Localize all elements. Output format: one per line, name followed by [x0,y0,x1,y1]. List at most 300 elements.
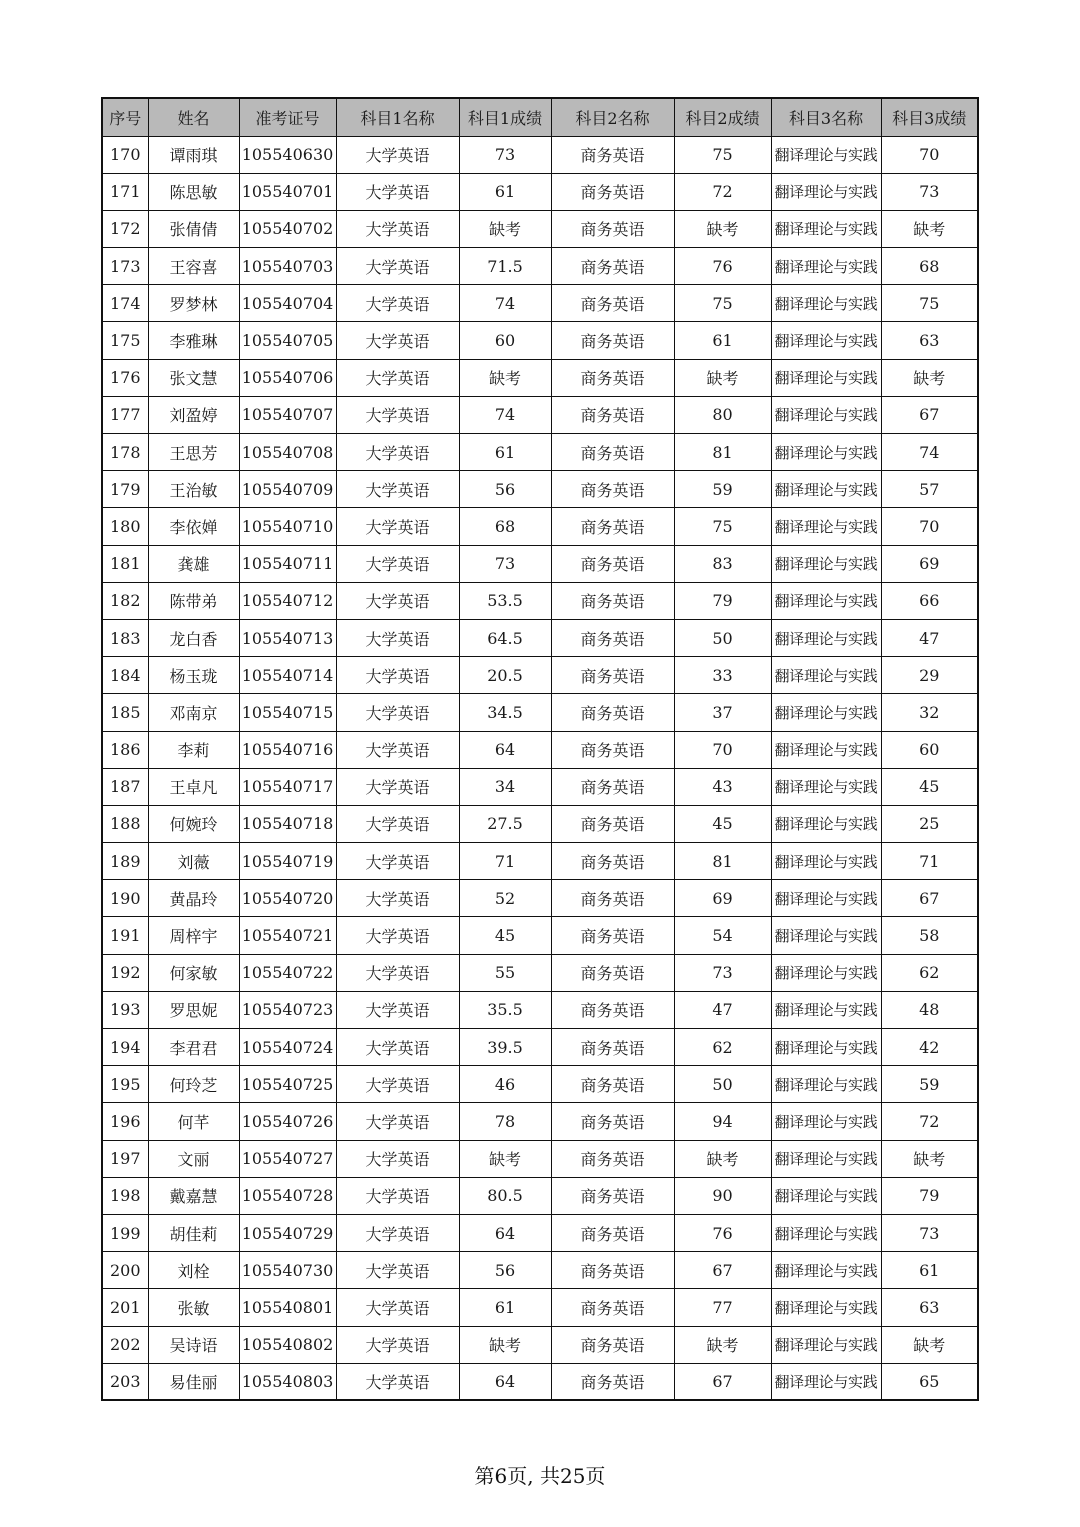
cell-subject2-score: 43 [674,768,771,805]
cell-name: 张倩倩 [148,210,239,247]
cell-subject1-score: 缺考 [459,359,551,396]
cell-serial: 190 [102,880,148,917]
cell-subject3-name: 翻译理论与实践 [771,1289,881,1326]
cell-name: 张文慧 [148,359,239,396]
cell-subject2-name: 商务英语 [551,248,674,285]
cell-subject3-name: 翻译理论与实践 [771,434,881,471]
cell-subject2-score: 70 [674,731,771,768]
cell-subject2-name: 商务英语 [551,545,674,582]
header-subject2-score: 科目2成绩 [674,98,771,136]
cell-subject3-name: 翻译理论与实践 [771,1214,881,1251]
cell-subject1-score: 68 [459,508,551,545]
cell-subject2-score: 67 [674,1252,771,1289]
cell-exam-id: 105540725 [239,1066,336,1103]
cell-subject2-score: 33 [674,657,771,694]
cell-name: 何玲芝 [148,1066,239,1103]
table-body [102,136,978,1400]
cell-subject3-name: 翻译理论与实践 [771,248,881,285]
cell-subject1-score: 71 [459,843,551,880]
table-row [102,285,978,322]
cell-subject1-name: 大学英语 [336,471,459,508]
cell-subject1-score: 80.5 [459,1177,551,1214]
cell-subject2-score: 缺考 [674,359,771,396]
cell-subject1-name: 大学英语 [336,248,459,285]
cell-subject1-score: 缺考 [459,1140,551,1177]
cell-name: 何芊 [148,1103,239,1140]
table-row [102,582,978,619]
header-subject3-score: 科目3成绩 [881,98,978,136]
cell-subject2-name: 商务英语 [551,954,674,991]
header-subject3-name: 科目3名称 [771,98,881,136]
cell-exam-id: 105540722 [239,954,336,991]
cell-subject2-name: 商务英语 [551,1363,674,1400]
table-row [102,1140,978,1177]
cell-subject1-name: 大学英语 [336,1363,459,1400]
table-row [102,880,978,917]
cell-subject2-name: 商务英语 [551,657,674,694]
cell-subject2-score: 77 [674,1289,771,1326]
cell-subject1-score: 34 [459,768,551,805]
cell-subject3-name: 翻译理论与实践 [771,359,881,396]
cell-serial: 173 [102,248,148,285]
table-row [102,805,978,842]
cell-subject1-score: 45 [459,917,551,954]
cell-subject1-name: 大学英语 [336,768,459,805]
cell-subject3-name: 翻译理论与实践 [771,322,881,359]
cell-subject1-name: 大学英语 [336,880,459,917]
cell-subject1-score: 73 [459,545,551,582]
cell-serial: 201 [102,1289,148,1326]
cell-exam-id: 105540801 [239,1289,336,1326]
cell-name: 吴诗语 [148,1326,239,1363]
cell-serial: 183 [102,619,148,656]
table-row [102,545,978,582]
cell-subject1-name: 大学英语 [336,285,459,322]
cell-subject3-score: 61 [881,1252,978,1289]
cell-exam-id: 105540718 [239,805,336,842]
cell-subject3-name: 翻译理论与实践 [771,508,881,545]
cell-subject3-name: 翻译理论与实践 [771,880,881,917]
cell-exam-id: 105540710 [239,508,336,545]
cell-serial: 185 [102,694,148,731]
cell-subject2-name: 商务英语 [551,359,674,396]
cell-subject1-score: 74 [459,285,551,322]
table-row [102,322,978,359]
table-row [102,1214,978,1251]
cell-subject2-score: 47 [674,991,771,1028]
cell-exam-id: 105540724 [239,1029,336,1066]
cell-subject3-name: 翻译理论与实践 [771,471,881,508]
cell-subject1-score: 61 [459,434,551,471]
cell-subject2-score: 62 [674,1029,771,1066]
cell-serial: 197 [102,1140,148,1177]
cell-subject2-name: 商务英语 [551,136,674,173]
table-row [102,136,978,173]
cell-serial: 180 [102,508,148,545]
table-row [102,508,978,545]
cell-serial: 176 [102,359,148,396]
cell-subject1-name: 大学英语 [336,210,459,247]
cell-serial: 178 [102,434,148,471]
cell-subject3-score: 69 [881,545,978,582]
header-subject1-name: 科目1名称 [336,98,459,136]
table-row [102,843,978,880]
table-row [102,210,978,247]
cell-exam-id: 105540720 [239,880,336,917]
cell-serial: 189 [102,843,148,880]
table-row [102,1252,978,1289]
cell-subject2-name: 商务英语 [551,173,674,210]
cell-serial: 172 [102,210,148,247]
cell-subject1-name: 大学英语 [336,508,459,545]
table-row [102,1289,978,1326]
cell-subject3-name: 翻译理论与实践 [771,396,881,433]
cell-subject2-name: 商务英语 [551,396,674,433]
cell-subject3-name: 翻译理论与实践 [771,1066,881,1103]
cell-subject3-name: 翻译理论与实践 [771,843,881,880]
cell-subject3-score: 47 [881,619,978,656]
cell-subject1-name: 大学英语 [336,396,459,433]
cell-subject3-score: 42 [881,1029,978,1066]
cell-subject2-name: 商务英语 [551,322,674,359]
cell-subject1-name: 大学英语 [336,1103,459,1140]
cell-subject3-score: 68 [881,248,978,285]
cell-subject3-score: 45 [881,768,978,805]
cell-subject3-score: 62 [881,954,978,991]
cell-subject2-score: 59 [674,471,771,508]
cell-serial: 184 [102,657,148,694]
cell-subject2-score: 81 [674,434,771,471]
cell-subject2-score: 75 [674,508,771,545]
cell-serial: 177 [102,396,148,433]
cell-exam-id: 105540705 [239,322,336,359]
cell-name: 何婉玲 [148,805,239,842]
cell-name: 陈带弟 [148,582,239,619]
cell-name: 罗思妮 [148,991,239,1028]
cell-subject2-name: 商务英语 [551,880,674,917]
cell-subject1-name: 大学英语 [336,1140,459,1177]
cell-subject2-score: 50 [674,1066,771,1103]
cell-serial: 193 [102,991,148,1028]
cell-subject3-name: 翻译理论与实践 [771,805,881,842]
cell-subject2-name: 商务英语 [551,1289,674,1326]
cell-name: 胡佳莉 [148,1214,239,1251]
cell-exam-id: 105540727 [239,1140,336,1177]
cell-subject3-score: 缺考 [881,1140,978,1177]
table-header-row [102,98,978,136]
cell-subject2-score: 缺考 [674,210,771,247]
cell-exam-id: 105540701 [239,173,336,210]
cell-subject1-score: 55 [459,954,551,991]
cell-subject2-score: 76 [674,1214,771,1251]
cell-exam-id: 105540721 [239,917,336,954]
cell-subject2-score: 37 [674,694,771,731]
cell-subject2-score: 75 [674,136,771,173]
cell-subject3-name: 翻译理论与实践 [771,694,881,731]
cell-subject1-score: 56 [459,1252,551,1289]
cell-subject2-score: 67 [674,1363,771,1400]
cell-exam-id: 105540802 [239,1326,336,1363]
cell-name: 黄晶玲 [148,880,239,917]
table-row [102,1029,978,1066]
cell-exam-id: 105540719 [239,843,336,880]
cell-serial: 191 [102,917,148,954]
cell-subject3-score: 缺考 [881,359,978,396]
header-subject2-name: 科目2名称 [551,98,674,136]
cell-serial: 192 [102,954,148,991]
cell-subject1-score: 71.5 [459,248,551,285]
cell-serial: 194 [102,1029,148,1066]
cell-serial: 186 [102,731,148,768]
table-row [102,954,978,991]
cell-subject3-name: 翻译理论与实践 [771,1029,881,1066]
cell-subject1-name: 大学英语 [336,1252,459,1289]
cell-serial: 179 [102,471,148,508]
cell-subject2-score: 80 [674,396,771,433]
cell-name: 张敏 [148,1289,239,1326]
cell-subject3-score: 67 [881,396,978,433]
cell-subject2-score: 54 [674,917,771,954]
cell-subject2-score: 90 [674,1177,771,1214]
cell-name: 何家敏 [148,954,239,991]
cell-subject1-name: 大学英语 [336,843,459,880]
cell-subject3-score: 48 [881,991,978,1028]
cell-subject3-name: 翻译理论与实践 [771,768,881,805]
header-subject1-score: 科目1成绩 [459,98,551,136]
cell-subject3-score: 25 [881,805,978,842]
table-row [102,471,978,508]
cell-subject3-name: 翻译理论与实践 [771,136,881,173]
cell-subject1-name: 大学英语 [336,136,459,173]
cell-subject3-score: 70 [881,508,978,545]
cell-subject2-name: 商务英语 [551,210,674,247]
cell-subject2-score: 45 [674,805,771,842]
cell-subject1-score: 缺考 [459,1326,551,1363]
cell-subject1-score: 35.5 [459,991,551,1028]
cell-subject3-score: 59 [881,1066,978,1103]
cell-subject2-name: 商务英语 [551,619,674,656]
cell-subject1-name: 大学英语 [336,582,459,619]
cell-subject2-score: 50 [674,619,771,656]
cell-subject1-score: 缺考 [459,210,551,247]
cell-subject2-name: 商务英语 [551,991,674,1028]
cell-subject1-score: 27.5 [459,805,551,842]
cell-subject1-score: 20.5 [459,657,551,694]
cell-serial: 199 [102,1214,148,1251]
score-table [101,97,979,1401]
cell-subject3-score: 65 [881,1363,978,1400]
cell-subject3-score: 72 [881,1103,978,1140]
table-row [102,396,978,433]
cell-subject3-score: 74 [881,434,978,471]
cell-name: 谭雨琪 [148,136,239,173]
page-number: 第6页, 共25页 [474,1464,606,1488]
cell-exam-id: 105540717 [239,768,336,805]
cell-subject1-name: 大学英语 [336,657,459,694]
cell-subject2-score: 61 [674,322,771,359]
cell-subject2-score: 缺考 [674,1326,771,1363]
cell-name: 易佳丽 [148,1363,239,1400]
cell-subject3-score: 75 [881,285,978,322]
cell-subject1-score: 64.5 [459,619,551,656]
cell-subject2-name: 商务英语 [551,731,674,768]
cell-subject1-score: 46 [459,1066,551,1103]
cell-subject3-name: 翻译理论与实践 [771,173,881,210]
cell-subject1-score: 61 [459,173,551,210]
cell-subject1-name: 大学英语 [336,359,459,396]
cell-subject2-score: 79 [674,582,771,619]
cell-subject2-name: 商务英语 [551,1029,674,1066]
cell-subject3-name: 翻译理论与实践 [771,657,881,694]
cell-subject1-name: 大学英语 [336,954,459,991]
cell-subject1-name: 大学英语 [336,545,459,582]
cell-subject2-name: 商务英语 [551,1214,674,1251]
cell-subject2-score: 76 [674,248,771,285]
cell-serial: 196 [102,1103,148,1140]
cell-subject2-score: 94 [674,1103,771,1140]
cell-subject3-name: 翻译理论与实践 [771,1140,881,1177]
cell-subject1-name: 大学英语 [336,1289,459,1326]
cell-name: 罗梦林 [148,285,239,322]
header-exam-id: 准考证号 [239,98,336,136]
cell-subject1-name: 大学英语 [336,173,459,210]
cell-exam-id: 105540728 [239,1177,336,1214]
cell-name: 刘栓 [148,1252,239,1289]
cell-subject2-score: 81 [674,843,771,880]
cell-subject3-name: 翻译理论与实践 [771,210,881,247]
cell-subject3-name: 翻译理论与实践 [771,1177,881,1214]
cell-serial: 187 [102,768,148,805]
cell-subject3-score: 70 [881,136,978,173]
cell-subject3-name: 翻译理论与实践 [771,731,881,768]
cell-exam-id: 105540803 [239,1363,336,1400]
table-row [102,1326,978,1363]
cell-subject1-name: 大学英语 [336,917,459,954]
cell-name: 龙白香 [148,619,239,656]
cell-exam-id: 105540713 [239,619,336,656]
cell-subject2-score: 72 [674,173,771,210]
table-row [102,1177,978,1214]
cell-subject3-score: 缺考 [881,210,978,247]
cell-subject1-score: 64 [459,1214,551,1251]
cell-subject2-name: 商务英语 [551,805,674,842]
cell-serial: 171 [102,173,148,210]
cell-subject1-score: 56 [459,471,551,508]
cell-exam-id: 105540711 [239,545,336,582]
table-row [102,731,978,768]
cell-subject3-score: 58 [881,917,978,954]
cell-subject2-name: 商务英语 [551,582,674,619]
cell-subject2-name: 商务英语 [551,1066,674,1103]
cell-subject2-score: 83 [674,545,771,582]
cell-subject3-name: 翻译理论与实践 [771,917,881,954]
cell-exam-id: 105540729 [239,1214,336,1251]
cell-name: 杨玉珑 [148,657,239,694]
cell-name: 王容喜 [148,248,239,285]
cell-subject2-name: 商务英语 [551,1140,674,1177]
cell-subject3-name: 翻译理论与实践 [771,285,881,322]
cell-subject2-name: 商务英语 [551,694,674,731]
cell-subject1-name: 大学英语 [336,1029,459,1066]
cell-subject2-name: 商务英语 [551,434,674,471]
cell-subject3-name: 翻译理论与实践 [771,545,881,582]
cell-subject3-name: 翻译理论与实践 [771,582,881,619]
cell-subject1-name: 大学英语 [336,1214,459,1251]
cell-subject1-score: 64 [459,731,551,768]
table-row [102,248,978,285]
cell-name: 戴嘉慧 [148,1177,239,1214]
cell-subject3-score: 29 [881,657,978,694]
table-row [102,619,978,656]
cell-name: 李莉 [148,731,239,768]
cell-name: 龚雄 [148,545,239,582]
cell-exam-id: 105540714 [239,657,336,694]
cell-serial: 174 [102,285,148,322]
cell-subject1-score: 64 [459,1363,551,1400]
cell-subject1-score: 61 [459,1289,551,1326]
cell-serial: 200 [102,1252,148,1289]
cell-exam-id: 105540707 [239,396,336,433]
cell-name: 王卓凡 [148,768,239,805]
cell-serial: 203 [102,1363,148,1400]
cell-exam-id: 105540726 [239,1103,336,1140]
cell-subject2-score: 缺考 [674,1140,771,1177]
cell-serial: 202 [102,1326,148,1363]
cell-subject2-name: 商务英语 [551,471,674,508]
cell-name: 邓南京 [148,694,239,731]
cell-subject1-name: 大学英语 [336,619,459,656]
cell-subject1-name: 大学英语 [336,805,459,842]
cell-subject2-name: 商务英语 [551,285,674,322]
cell-subject2-score: 69 [674,880,771,917]
cell-subject3-score: 66 [881,582,978,619]
cell-subject3-score: 73 [881,1214,978,1251]
cell-serial: 195 [102,1066,148,1103]
cell-subject2-score: 73 [674,954,771,991]
table-row [102,991,978,1028]
cell-subject1-score: 74 [459,396,551,433]
cell-exam-id: 105540712 [239,582,336,619]
cell-subject1-name: 大学英语 [336,1177,459,1214]
table-row [102,173,978,210]
cell-subject1-score: 34.5 [459,694,551,731]
cell-subject1-name: 大学英语 [336,991,459,1028]
table-row [102,1363,978,1400]
cell-name: 李雅琳 [148,322,239,359]
cell-subject2-name: 商务英语 [551,843,674,880]
table-row [102,694,978,731]
cell-exam-id: 105540708 [239,434,336,471]
cell-subject1-name: 大学英语 [336,694,459,731]
cell-subject3-score: 71 [881,843,978,880]
cell-subject3-score: 73 [881,173,978,210]
cell-subject2-score: 75 [674,285,771,322]
cell-subject2-name: 商务英语 [551,1326,674,1363]
cell-subject1-score: 73 [459,136,551,173]
table-row [102,768,978,805]
cell-subject2-name: 商务英语 [551,1252,674,1289]
cell-exam-id: 105540709 [239,471,336,508]
cell-subject1-score: 60 [459,322,551,359]
cell-subject3-name: 翻译理论与实践 [771,1103,881,1140]
cell-serial: 198 [102,1177,148,1214]
cell-serial: 188 [102,805,148,842]
cell-subject1-score: 39.5 [459,1029,551,1066]
cell-subject3-name: 翻译理论与实践 [771,1326,881,1363]
cell-subject3-name: 翻译理论与实践 [771,1252,881,1289]
cell-subject3-score: 63 [881,1289,978,1326]
cell-exam-id: 105540702 [239,210,336,247]
